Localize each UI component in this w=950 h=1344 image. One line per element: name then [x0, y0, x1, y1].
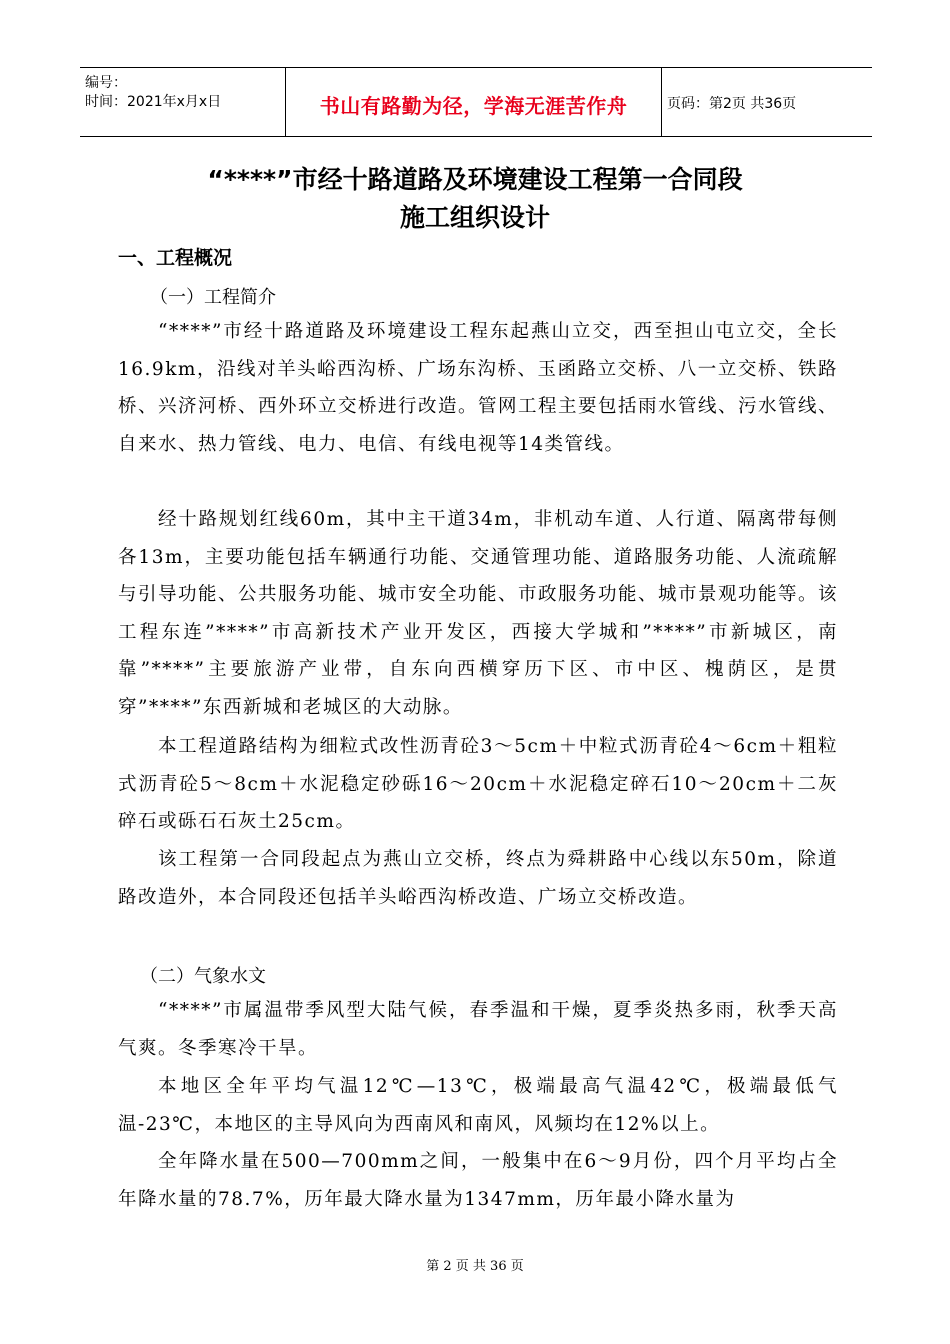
- subsection-heading-intro: （一）工程简介: [150, 287, 276, 308]
- subsection-heading-climate: （二）气象水文: [140, 966, 266, 987]
- document-number-label: 编号：: [85, 75, 127, 91]
- header-page-number: 页码：第2页 共36页: [667, 96, 797, 112]
- paragraph-contract-section: 该工程第一合同段起点为燕山立交桥，终点为舜耕路中心线以东50m，除道路改造外，本合同段还包括羊头峪西沟桥改造、广场立交桥改造。: [118, 849, 838, 908]
- document-time-label: 时间：2021年x月x日: [85, 94, 222, 110]
- header-meta: [85, 74, 221, 112]
- header-slogan-cell: [285, 68, 662, 136]
- paragraph-climate: “****”市属温带季风型大陆气候，春季温和干燥，夏季炎热多雨，秋季天高气爽。冬季寒冷干旱。: [118, 1000, 838, 1059]
- document-title-line1: “****”市经十路道路及环境建设工程第一合同段: [207, 165, 743, 194]
- document-title-line2: 施工组织设计: [399, 203, 550, 232]
- slogan: 书山有路勤为径，学海无涯苦作舟: [319, 94, 628, 118]
- paragraph-temperature: 本地区全年平均气温12℃—13℃，极端最高气温42℃，极端最低气温-23℃，本地区的主导风向为西南风和南风，风频均在12%以上。: [118, 1076, 838, 1135]
- section-heading: 一、工程概况: [118, 247, 233, 269]
- paragraph-intro-2: 经十路规划红线60m，其中主干道34m，非机动车道、人行道、隔离带每侧各13m，主要功能包括车辆通行功能、交通管理功能、道路服务功能、人流疏解与引导功能、公共服务功能、城市安全功能、市政服务功能、城市景观功能等。该工程东连”****”市高新技术产业开发区，西接大学城和”****”市新城区，南靠”****”主要旅游产业带，自东向西横穿历下区、市中区、槐荫区，是贯穿”****”东西新城和老城区的大动脉。: [118, 509, 839, 718]
- paragraph-intro-1: “****”市经十路道路及环境建设工程东起燕山立交，西至担山屯立交，全长16.9km，沿线对羊头峪西沟桥、广场东沟桥、玉函路立交桥、八一立交桥、铁路桥、兴济河桥、西外环立交桥进行改造。管网工程主要包括雨水管线、污水管线、自来水、热力管线、电力、电信、有线电视等14类管线。: [118, 321, 839, 455]
- paragraph-road-structure: 本工程道路结构为细粒式改性沥青砼3～5cm＋中粒式沥青砼4～6cm＋粗粒式沥青砼5～8cm＋水泥稳定砂砾16～20cm＋水泥稳定碎石10～20cm＋二灰碎石或砾石石灰土25cm。: [118, 736, 838, 832]
- page-header: [80, 67, 872, 137]
- page-footer: 第 2 页 共 36 页: [426, 1259, 524, 1274]
- paragraph-precipitation: 全年降水量在500—700mm之间，一般集中在6～9月份，四个月平均占全年降水量的78.7%，历年最大降水量为1347mm，历年最小降水量为: [118, 1151, 838, 1210]
